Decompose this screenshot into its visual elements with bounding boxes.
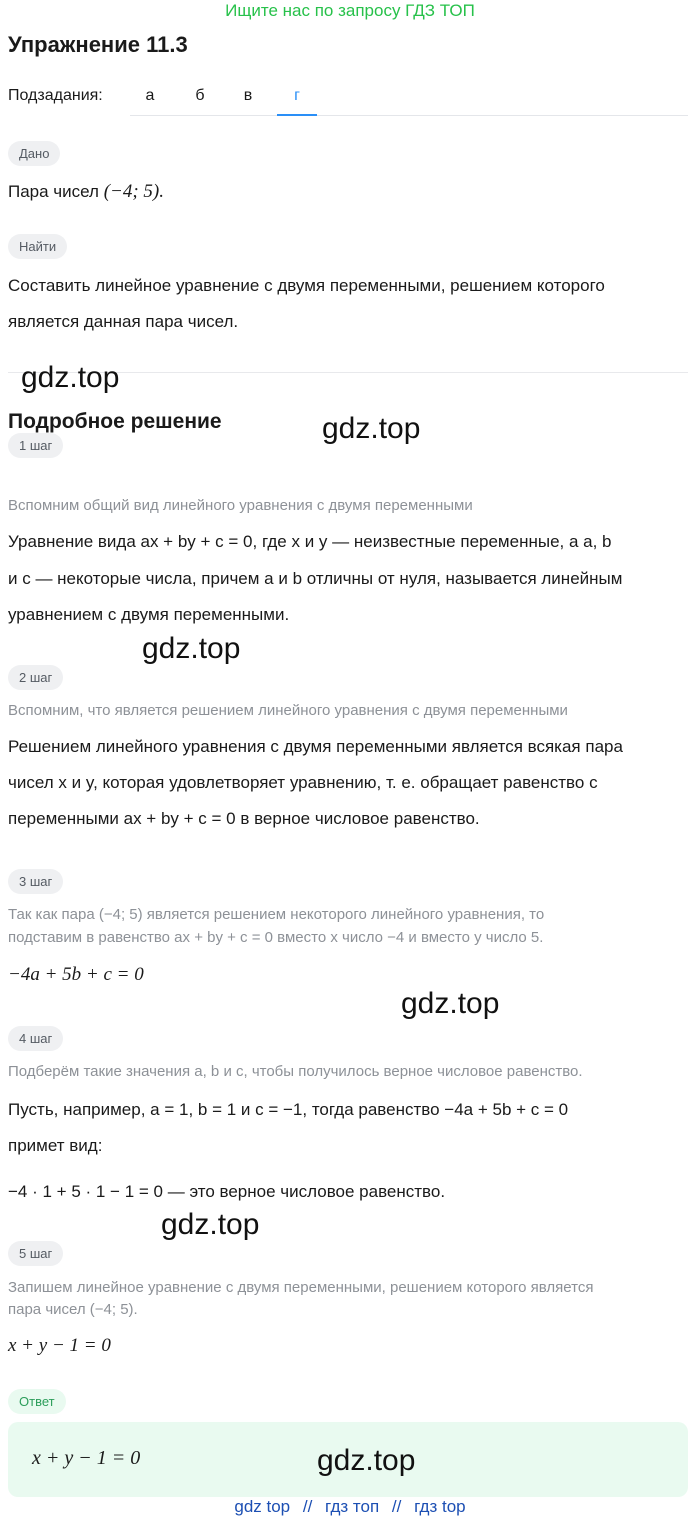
find-line-1: Составить линейное уравнение с двумя переменными, решением которого <box>8 276 605 295</box>
find-line-2: является данная пара чисел. <box>8 312 239 331</box>
step-1-line-2: и c — некоторые числа, причем a и b отличны от нуля, называется линейным <box>8 569 623 588</box>
step-2-badge: 2 шаг <box>8 665 63 690</box>
tab-b[interactable]: б <box>195 87 205 104</box>
step-1-line-1: Уравнение вида ax + by + c = 0, где x и y — неизвестные переменные, а a, b <box>8 532 612 551</box>
tab-a[interactable]: а <box>145 87 155 104</box>
watermark: gdz.top <box>322 412 421 445</box>
given-pair: (−4; 5). <box>103 181 165 202</box>
footer-link-gdz-top[interactable]: gdz top <box>234 1497 291 1516</box>
step-1-line-3: уравнением с двумя переменными. <box>8 605 290 624</box>
step-5-badge: 5 шаг <box>8 1241 63 1266</box>
step-2-line-3: переменными ax + by + c = 0 в верное числовое равенство. <box>8 809 480 828</box>
given-badge: Дано <box>8 141 60 166</box>
answer-badge: Ответ <box>8 1389 66 1414</box>
footer-link-gdz-top-mixed[interactable]: гдз top <box>414 1497 466 1516</box>
watermark: gdz.top <box>161 1208 260 1241</box>
step-5-hint-1: Запишем линейное уравнение с двумя переменными, решением которого является <box>8 1279 594 1296</box>
footer-link-gdz-top-ru[interactable]: гдз топ <box>325 1497 380 1516</box>
solution-title: Подробное решение <box>8 410 222 433</box>
step-4-hint: Подберём такие значения a, b и c, чтобы получилось верное числовое равенство. <box>8 1063 583 1080</box>
tab-v[interactable]: в <box>243 87 253 104</box>
step-1-hint: Вспомним общий вид линейного уравнения с двумя переменными <box>8 497 473 514</box>
watermark: gdz.top <box>21 361 120 394</box>
footer-separator: // <box>302 1497 313 1516</box>
footer-links <box>0 1497 700 1517</box>
step-3-badge: 3 шаг <box>8 869 63 894</box>
step-3-hint-2: подставим в равенство ax + by + c = 0 вместо x число −4 и вместо y число 5. <box>8 929 544 946</box>
page-title: Упражнение 11.3 <box>8 32 188 57</box>
watermark: gdz.top <box>142 632 241 665</box>
footer-separator: // <box>391 1497 402 1516</box>
top-banner-link[interactable]: Ищите нас по запросу ГДЗ ТОП <box>225 1 475 20</box>
step-2-line-2: чисел x и y, которая удовлетворяет уравнению, т. е. обращает равенство с <box>8 773 598 792</box>
step-2-line-1: Решением линейного уравнения с двумя переменными является всякая пара <box>8 737 623 756</box>
answer-formula: x + y − 1 = 0 <box>32 1447 141 1469</box>
watermark: gdz.top <box>401 987 500 1020</box>
step-4-badge: 4 шаг <box>8 1026 63 1051</box>
step-4-line-2: примет вид: <box>8 1136 103 1155</box>
active-tab-indicator <box>277 114 317 116</box>
find-badge: Найти <box>8 234 67 259</box>
tab-g[interactable]: г <box>294 87 300 104</box>
given-text <box>8 174 164 210</box>
step-5-formula: x + y − 1 = 0 <box>8 1335 111 1356</box>
given-label: Пара чисел <box>8 182 99 201</box>
step-5-hint-2: пара чисел (−4; 5). <box>8 1301 138 1318</box>
subtasks-divider <box>130 115 688 116</box>
watermark: gdz.top <box>317 1444 416 1477</box>
step-3-formula: −4a + 5b + c = 0 <box>8 964 144 985</box>
step-3-hint-1: Так как пара (−4; 5) является решением некоторого линейного уравнения, то <box>8 906 545 923</box>
step-4-line-3: −4 · 1 + 5 · 1 − 1 = 0 — это верное числовое равенство. <box>8 1182 446 1201</box>
step-4-line-1: Пусть, например, a = 1, b = 1 и c = −1, тогда равенство −4a + 5b + c = 0 <box>8 1100 569 1119</box>
step-1-badge: 1 шаг <box>8 433 63 458</box>
subtasks-label: Подзадания: <box>8 87 103 104</box>
step-2-hint: Вспомним, что является решением линейного уравнения с двумя переменными <box>8 702 568 719</box>
